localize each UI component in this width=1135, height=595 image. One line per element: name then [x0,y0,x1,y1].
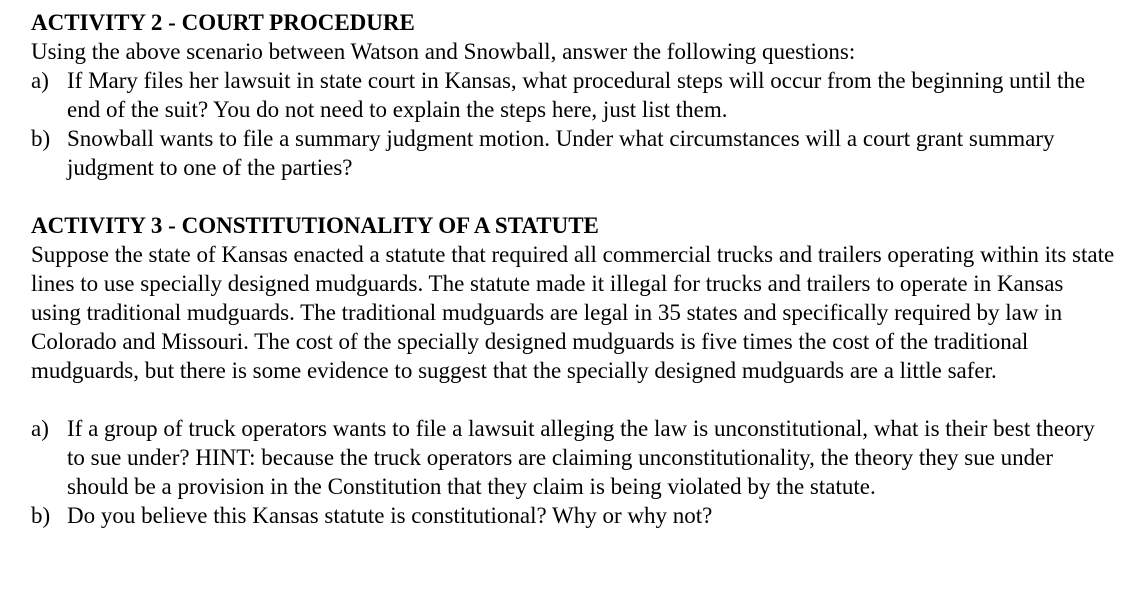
activity2-intro: Using the above scenario between Watson and Snowball, answer the following questions: [31,39,856,64]
question-marker: a) [31,68,49,93]
question-marker: b) [31,126,51,151]
activity2-questions [31,66,1116,182]
activity2-question-b [31,124,1116,182]
activity3-questions [31,414,1116,530]
question-text: If a group of truck operators wants to file a lawsuit alleging the law is unconstitutional, what is their best theory to sue under? HINT: because the truck operators are claiming unconstitutionality, the theory they sue under should be a provision in the Constitution that they claim is being violated by the statute. [67,416,1095,499]
activity2-question-a [31,66,1116,124]
activity2-number: ACTIVITY 2 - [31,10,182,35]
document-page [31,8,1116,530]
question-marker: b) [31,503,51,528]
activity3-question-a [31,414,1116,501]
activity3-number: ACTIVITY 3 - [31,213,182,238]
activity2-title: COURT PROCEDURE [181,10,415,35]
question-text: Do you believe this Kansas statute is constitutional? Why or why not? [67,503,713,528]
activity3-scenario: Suppose the state of Kansas enacted a statute that required all commercial trucks and trailers operating within its state lines to use specially designed mudguards. The statute made it illegal for trucks and trailers to operate in Kansas using traditional mudguards. The traditional mudguards are legal in 35 states and specifically required by law in Colorado and Missouri. The cost of the specially designed mudguards is five times the cost of the traditional mudguards, but there is some evidence to suggest that the specially designed mudguards are a little safer. [31,242,1115,383]
activity2-heading [31,8,1116,37]
question-text: If Mary files her lawsuit in state court in Kansas, what procedural steps will occur from the beginning until the end of the suit? You do not need to explain the steps here, just list them. [67,68,1086,122]
activity3-title: CONSTITUTIONALITY OF A STATUTE [181,213,599,238]
activity3-question-b [31,501,1116,530]
section-spacer [31,182,1116,211]
question-text: Snowball wants to file a summary judgment motion. Under what circumstances will a court grant summary judgment to one of the parties? [67,126,1055,180]
question-marker: a) [31,416,49,441]
activity3-heading [31,211,1116,240]
paragraph-spacer [31,385,1116,414]
